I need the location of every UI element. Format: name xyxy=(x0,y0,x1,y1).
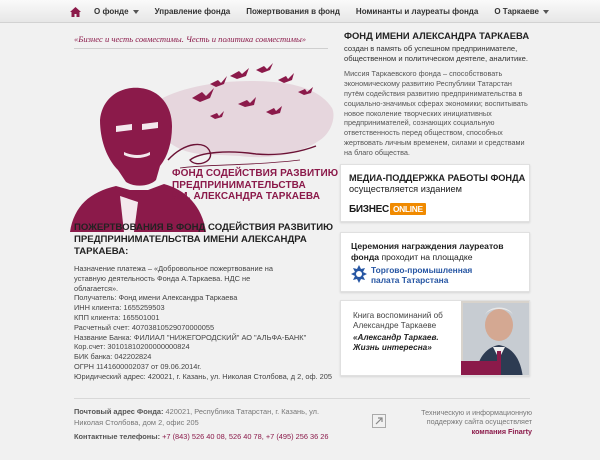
nav-item-about-tarkaev[interactable] xyxy=(494,7,549,16)
nav-item-about-fund[interactable] xyxy=(94,7,139,16)
business-online-logo[interactable] xyxy=(349,203,426,215)
media-card-title xyxy=(349,173,529,195)
media-card-title-rest: осуществляется изданием xyxy=(349,184,462,194)
chevron-down-icon xyxy=(133,10,139,14)
slogan: «Бизнес и честь совместимы. Честь и политика совместимы» xyxy=(74,34,307,44)
nav-item-label: Номинанты и лауреаты фонда xyxy=(355,7,479,16)
footer-address xyxy=(74,407,344,428)
bank-name: Название Банка: ФИЛИАЛ "НИЖЕГОРОДСКИЙ" АО "АЛЬФА-БАНК" xyxy=(74,332,307,342)
home-icon[interactable] xyxy=(68,0,82,23)
address-label: Почтовый адрес Фонда: xyxy=(74,407,164,416)
footer-divider xyxy=(74,398,530,399)
chamber-name: Торгово-промышленная палата Татарстана xyxy=(371,265,473,285)
fund-title xyxy=(172,168,338,203)
ceremony-title-bold: Церемония награждения лауреатов фонда xyxy=(351,241,504,262)
corr-account: Кор.счет: 30101810200000000824 xyxy=(74,342,190,352)
fund-title-line: ПРЕДПРИНИМАТЕЛЬСТВА xyxy=(172,179,306,191)
phones-label: Контактные телефоны: xyxy=(74,432,161,442)
ogrn: ОГРН 1141600002037 от 09.06.2014г. xyxy=(74,361,202,371)
book-cover-image xyxy=(461,301,530,376)
nav-item-nominees[interactable] xyxy=(356,7,478,16)
external-link-icon[interactable] xyxy=(372,414,386,430)
bik: БИК банка: 042202824 xyxy=(74,352,152,362)
nav-item-label: О Таркаеве xyxy=(494,7,539,16)
footer-contacts xyxy=(74,407,344,443)
about-fund xyxy=(344,30,528,158)
about-mission: Миссия Таркаевского фонда – способствовать экономическому развитию Республики Татарстан путём содействия развитию предпринимательства в социально-значимых сферах экономики; воспитывать новое поколение творческих инициативных предпринимателей, сознающих социальную ответственность перед обществом, способных жертвовать личным временем, силами и средствами на благо общества. xyxy=(344,69,528,157)
logo-text-right: ONLINE xyxy=(390,203,426,215)
ceremony-title-rest: проходит на площадке xyxy=(379,251,473,262)
footer-phones xyxy=(74,432,344,443)
book-title: «Александр Таркаев. Жизнь интересна» xyxy=(353,333,439,353)
footer-support xyxy=(420,408,532,436)
nav-item-fund-management[interactable] xyxy=(155,7,231,16)
inn: ИНН клиента: 1655259503 xyxy=(74,303,165,313)
chamber-of-commerce-link[interactable] xyxy=(351,265,491,285)
hero-illustration xyxy=(60,56,340,232)
divider xyxy=(74,48,328,49)
fund-title-line: ФОНД СОДЕЙСТВИЯ РАЗВИТИЮ xyxy=(172,168,339,179)
chamber-emblem-icon xyxy=(351,265,367,283)
donation-heading: ПОЖЕРТВОВАНИЯ В ФОНД СОДЕЙСТВИЯ РАЗВИТИЮ ПРЕДПРИНИМАТЕЛЬСТВА ИМЕНИ АЛЕКСАНДРА ТАРКАЕВА: xyxy=(74,222,334,257)
payment-purpose: Назначение платежа – «Добровольное пожертвование на уставную деятельность Фонда А.Таркаева. НДС не облагается». xyxy=(74,264,273,293)
donation-details xyxy=(74,222,338,382)
media-support-card[interactable] xyxy=(340,164,530,222)
nav-item-donations[interactable] xyxy=(246,7,340,16)
fund-title-line: ИМ. АЛЕКСАНДРА ТАРКАЕВА xyxy=(172,191,321,202)
ceremony-card[interactable] xyxy=(340,232,530,292)
top-nav xyxy=(0,0,600,23)
nav-item-label: Пожертвования в фонд xyxy=(246,7,340,16)
nav-item-label: О фонде xyxy=(94,7,129,16)
nav-item-label: Управление фонда xyxy=(154,7,231,16)
book-intro: Книга воспоминаний об Александре Таркаеве xyxy=(353,311,443,331)
support-company-link[interactable]: компания Finarty xyxy=(471,426,532,436)
legal-address: Юридический адрес: 420021, г. Казань, ул. Николая Столбова, д 2, оф. 205 xyxy=(74,371,333,381)
about-lead: создан в память об успешном предпринимателе, общественном и политическом деятеле, аналитике. xyxy=(344,44,528,64)
ceremony-card-title xyxy=(351,241,529,262)
media-card-title-bold: МЕДИА-ПОДДЕРЖКА РАБОТЫ ФОНДА xyxy=(349,173,526,183)
phones-value: +7 (843) 526 40 08, 526 40 78, +7 (495) 256 36 26 xyxy=(160,432,329,442)
kpp: КПП клиента: 165501001 xyxy=(74,312,160,322)
account: Расчетный счет: 40703810529070000055 xyxy=(74,322,215,332)
recipient: Получатель: Фонд имени Александра Таркаева xyxy=(74,293,238,303)
logo-text-left: БИЗНЕС xyxy=(349,203,389,215)
support-text: Техническую и информационную поддержку сайта осуществляет xyxy=(421,408,532,427)
portrait-doves-illustration xyxy=(60,56,340,232)
memoir-book-card[interactable] xyxy=(340,300,530,376)
about-title: ФОНД ИМЕНИ АЛЕКСАНДРА ТАРКАЕВА xyxy=(344,30,530,41)
chevron-down-icon xyxy=(543,10,549,14)
address-value: 420021, Республика Татарстан, г. Казань, ул. Николая Столбова, дом 2, офис 205 xyxy=(74,407,319,427)
